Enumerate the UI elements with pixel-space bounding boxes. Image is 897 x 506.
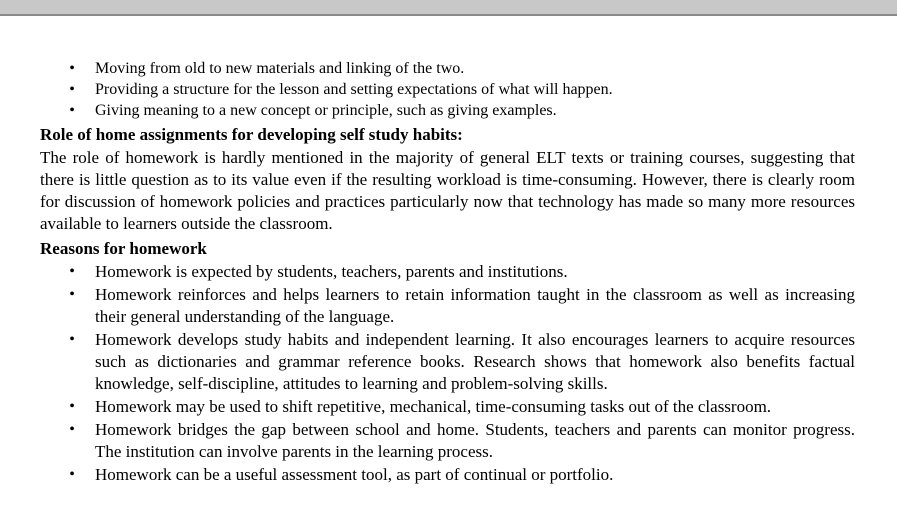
bullet-icon: • — [69, 466, 75, 483]
bullet-icon: • — [69, 398, 75, 415]
list-item: • Homework develops study habits and independent learning. It also encourages learners to acquire resources such as dictionaries and grammar reference books. Research shows that homework also benefits factual knowledge, self-discipline, attitudes to learning and problem-solving skills. — [40, 329, 855, 395]
body-paragraph: The role of homework is hardly mentioned in the majority of general ELT texts or training courses, suggesting that there is little question as to its value even if the resulting workload is time-consuming. However, there is clearly room for discussion of homework policies and practices particularly now that technology has made so many more resources available to learners outside the classroom. — [40, 148, 855, 233]
bullet-icon: • — [69, 263, 75, 280]
list-item: • Giving meaning to a new concept or principle, such as giving examples. — [40, 100, 855, 121]
bullet-icon: • — [69, 81, 75, 98]
section-heading: Role of home assignments for developing self study habits: — [40, 125, 463, 144]
list-item: • Homework reinforces and helps learners to retain information taught in the classroom as well as increasing their general understanding of the language. — [40, 284, 855, 328]
list-item: • Providing a structure for the lesson and setting expectations of what will happen. — [40, 79, 855, 100]
bullet-icon: • — [69, 421, 75, 438]
list-item: • Homework may be used to shift repetitive, mechanical, time-consuming tasks out of the classroom. — [40, 396, 855, 418]
list-item: • Homework can be a useful assessment tool, as part of continual or portfolio. — [40, 464, 855, 486]
bullet-icon: • — [69, 60, 75, 77]
bullet-icon: • — [69, 331, 75, 348]
bullet-icon: • — [69, 102, 75, 119]
window-top-bar — [0, 0, 897, 16]
list-item: • Moving from old to new materials and linking of the two. — [40, 58, 855, 79]
section-heading: Reasons for homework — [40, 239, 207, 258]
reasons-bullet-list — [40, 261, 855, 486]
bullet-icon: • — [69, 286, 75, 303]
intro-bullet-list — [40, 58, 855, 121]
list-item: • Homework is expected by students, teachers, parents and institutions. — [40, 261, 855, 283]
list-item: • Homework bridges the gap between school and home. Students, teachers and parents can monitor progress. The institution can involve parents in the learning process. — [40, 419, 855, 463]
document-page — [40, 58, 855, 487]
